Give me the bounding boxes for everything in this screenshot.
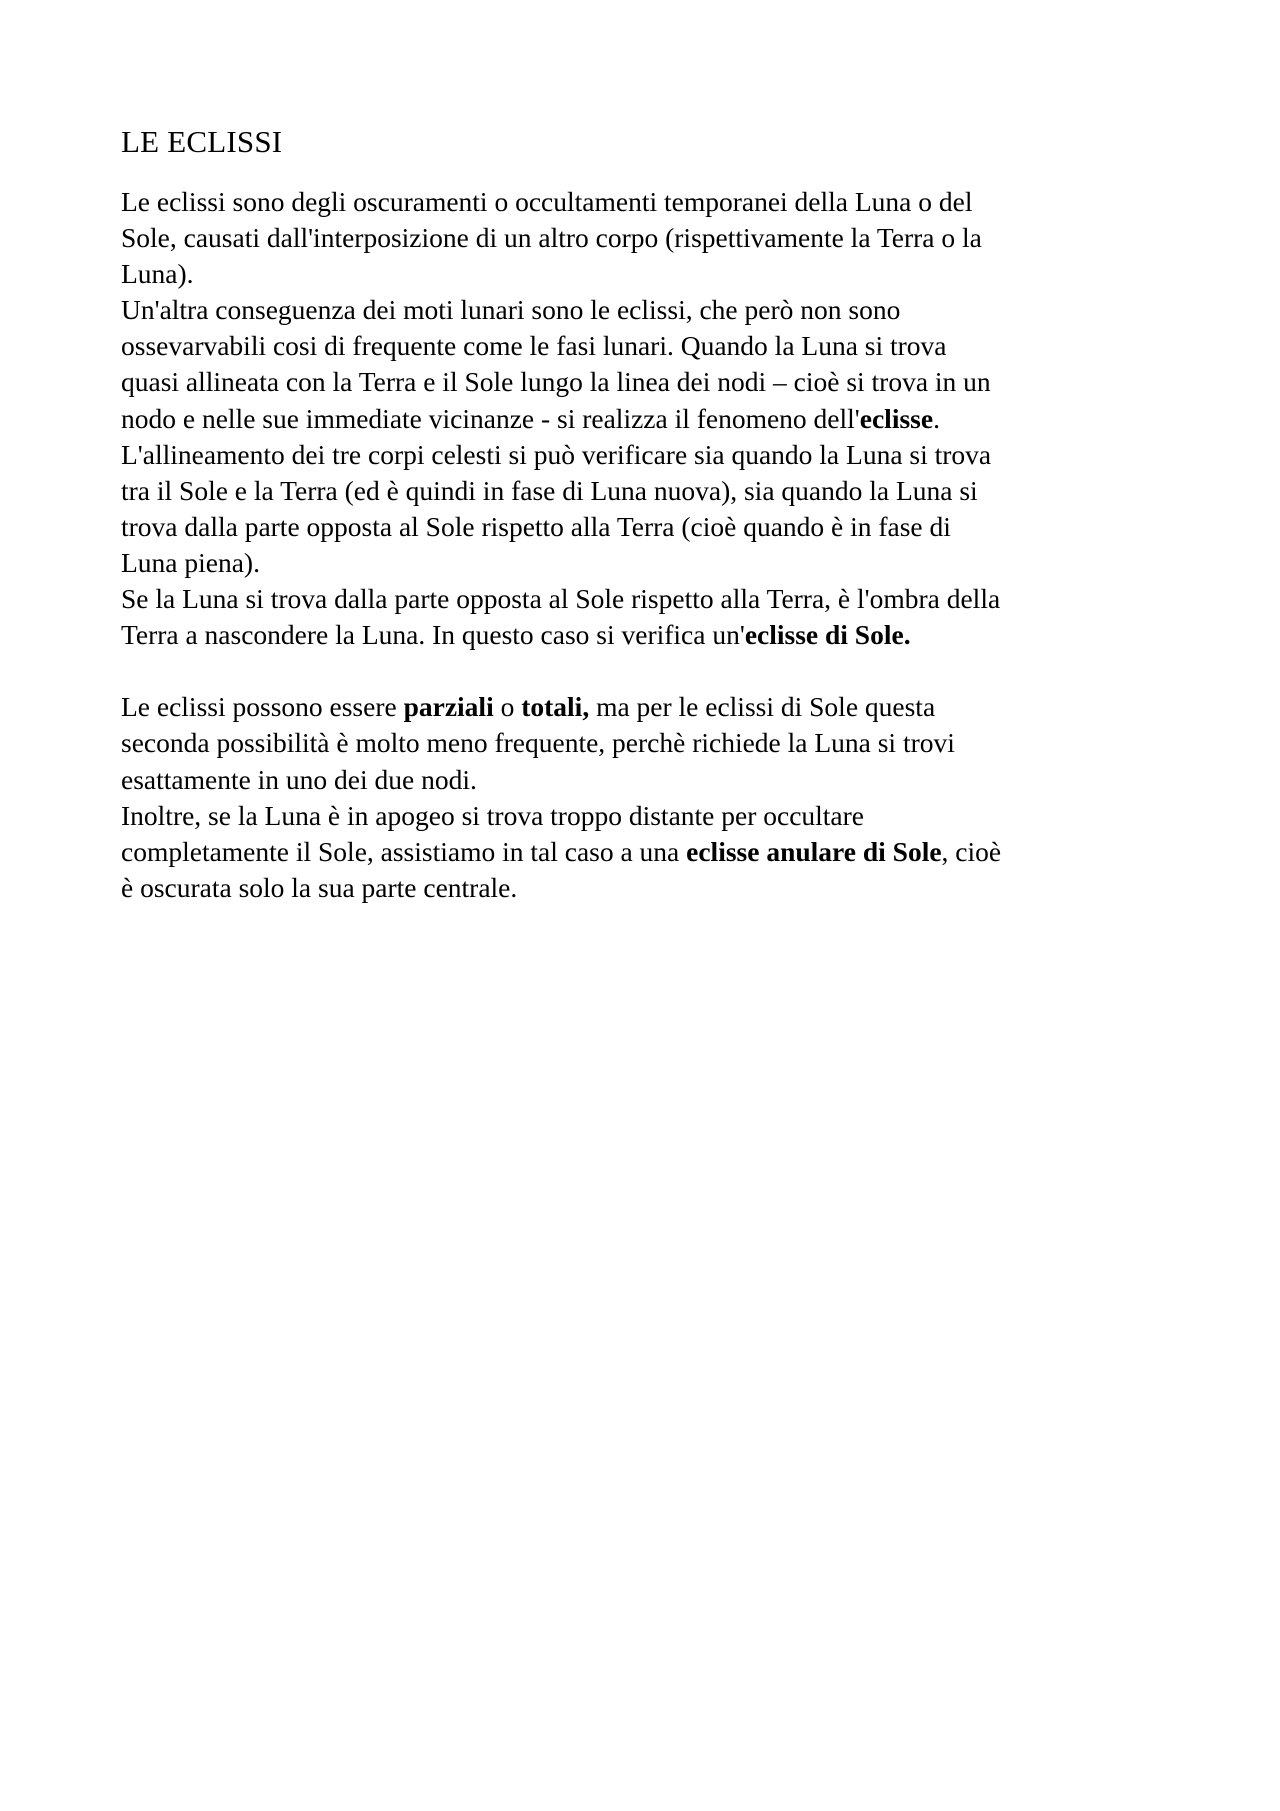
text-line	[121, 798, 1181, 834]
text-run: Luna).	[121, 258, 194, 290]
text-line	[121, 725, 1181, 761]
text-run: ossevarvabili cosi di frequente come le fasi lunari. Quando la Luna si trova	[121, 330, 947, 362]
text-line	[121, 364, 1181, 400]
text-line	[121, 509, 1181, 545]
text-line	[121, 292, 1181, 328]
text-line	[121, 401, 1181, 437]
text-run: L'allineamento dei tre corpi celesti si può verificare sia quando la Luna si trova	[121, 438, 992, 470]
text-line	[121, 437, 1181, 473]
text-line	[121, 581, 1181, 617]
text-line	[121, 184, 1181, 220]
document-page	[121, 120, 1181, 906]
text-run: tra il Sole e la Terra (ed è quindi in fase di Luna nuova), sia quando la Luna si	[121, 474, 978, 506]
text-run: , cioè	[941, 835, 1002, 867]
text-run: ma per le eclissi di Sole questa	[589, 691, 936, 723]
document-title: LE ECLISSI	[121, 124, 283, 159]
text-run: completamente il Sole, assistiamo in tal caso a una	[121, 835, 687, 867]
text-line	[121, 870, 1181, 906]
blank-line	[121, 653, 1181, 689]
text-run: Inoltre, se la Luna è in apogeo si trova troppo distante per occultare	[121, 799, 864, 831]
text-line	[121, 762, 1181, 798]
bold-term: totali,	[521, 691, 590, 723]
text-run: trova dalla parte opposta al Sole rispetto alla Terra (cioè quando è in fase di	[121, 510, 951, 542]
text-run: o	[493, 691, 522, 723]
bold-term: eclisse di Sole.	[744, 619, 911, 651]
text-line	[121, 834, 1181, 870]
text-run: quasi allineata con la Terra e il Sole lungo la linea dei nodi – cioè si trova in un	[121, 366, 991, 398]
text-run: seconda possibilità è molto meno frequente, perchè richiede la Luna si trovi	[121, 727, 955, 759]
document-body	[121, 184, 1181, 906]
text-run: Le eclissi sono degli oscuramenti o occultamenti temporanei della Luna o del	[121, 186, 973, 217]
bold-term: eclisse anulare di Sole	[686, 835, 942, 867]
text-run: nodo e nelle sue immediate vicinanze - si realizza il fenomeno dell'	[121, 402, 860, 434]
text-line	[121, 617, 1181, 653]
text-run: è oscurata solo la sua parte centrale.	[121, 871, 518, 903]
text-run: Se la Luna si trova dalla parte opposta al Sole rispetto alla Terra, è l'ombra della	[121, 583, 1001, 615]
text-run: Le eclissi possono essere	[121, 691, 404, 723]
text-line	[121, 545, 1181, 581]
text-line	[121, 328, 1181, 364]
text-line	[121, 256, 1181, 292]
text-run: Luna piena).	[121, 546, 260, 578]
text-run: Terra a nascondere la Luna. In questo caso si verifica un'	[121, 619, 745, 651]
text-line	[121, 220, 1181, 256]
text-line	[121, 473, 1181, 509]
bold-term: parziali	[403, 691, 494, 723]
text-run: .	[933, 402, 940, 434]
bold-term: eclisse	[859, 402, 934, 434]
text-run: Un'altra conseguenza dei moti lunari sono le eclissi, che però non sono	[121, 294, 901, 326]
text-run: esattamente in uno dei due nodi.	[121, 763, 477, 795]
text-run: Sole, causati dall'interposizione di un altro corpo (rispettivamente la Terra o la	[121, 222, 982, 254]
text-line	[121, 689, 1181, 725]
